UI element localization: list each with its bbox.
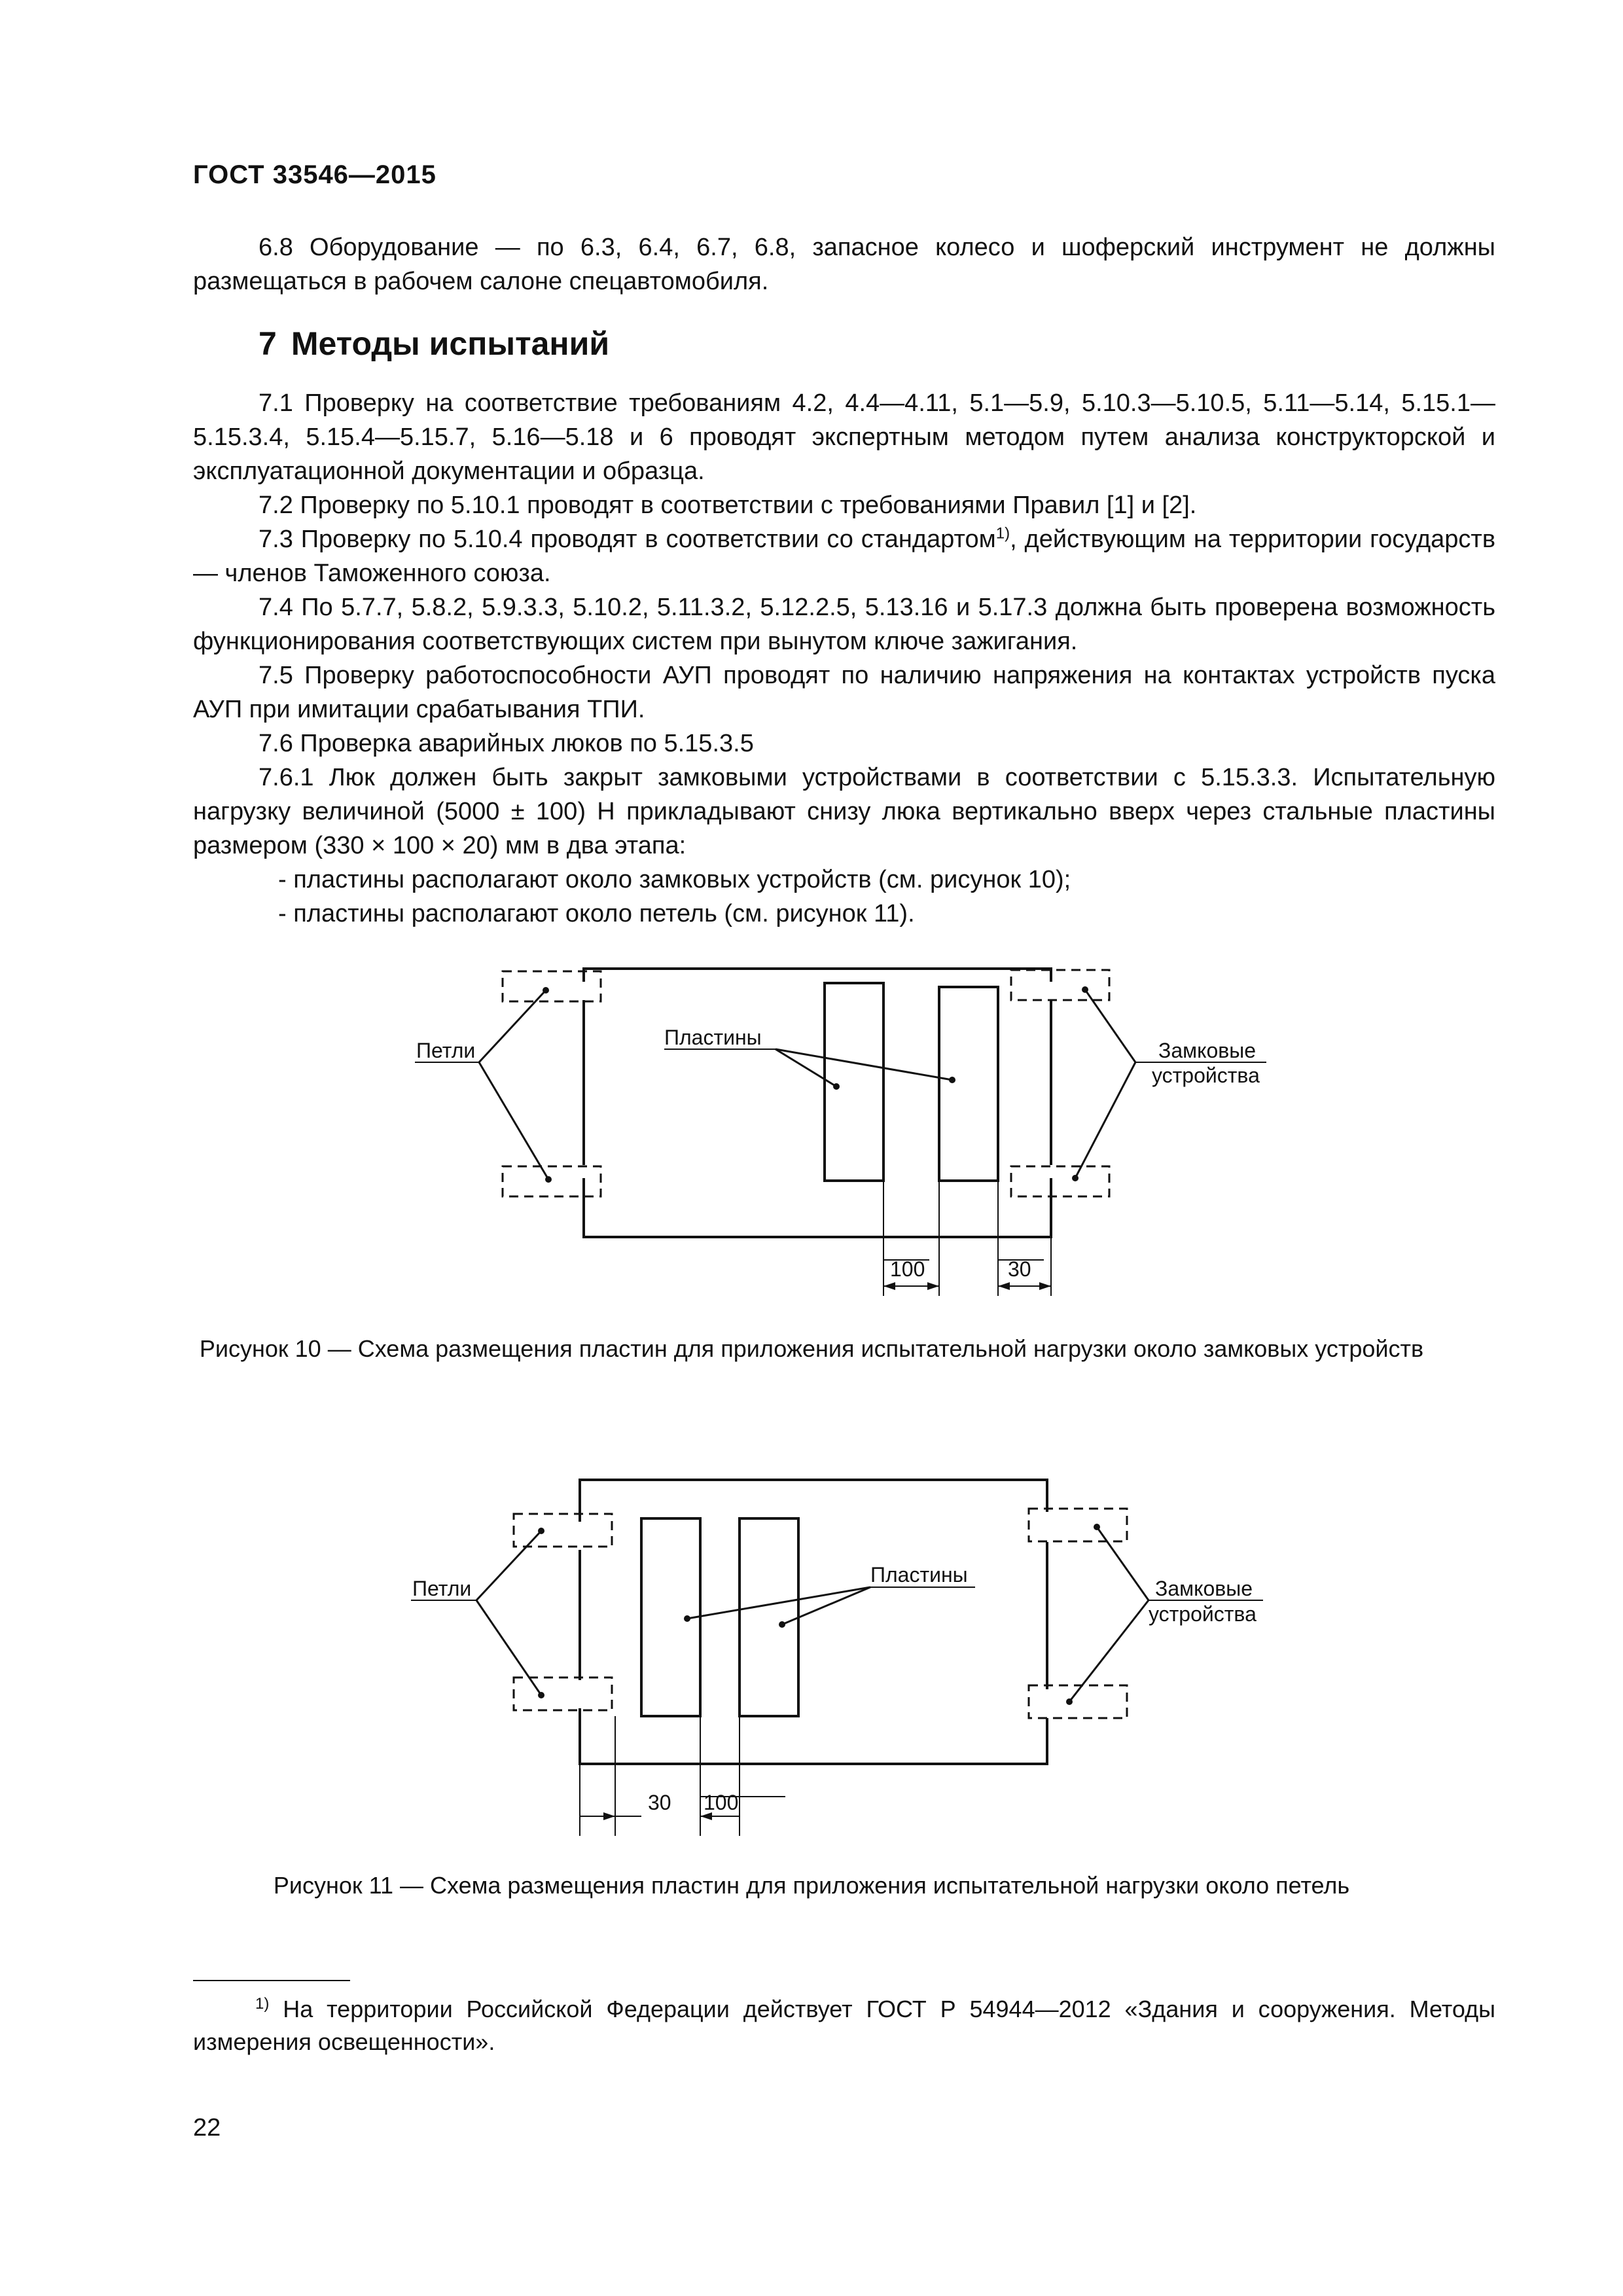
- label-locks-line1: Замковые: [1155, 1577, 1253, 1600]
- label-plates: Пластины: [870, 1563, 968, 1587]
- paragraph-7-3-text-end: , действующим на территории государств — членов Таможенного союза.: [193, 526, 1495, 587]
- footnote: [193, 1993, 1495, 2058]
- dimension-label: 30: [1008, 1257, 1031, 1281]
- label-plates: Пластины: [664, 1026, 762, 1049]
- plate-1: [825, 983, 883, 1181]
- paragraph-7-2: 7.2 Проверку по 5.10.1 проводят в соответствии с требованиями Правил [1] и [2].: [259, 492, 1197, 519]
- list-item: - пластины располагают около петель (см. рисунок 11).: [278, 900, 915, 927]
- figure-11-caption: Рисунок 11 — Схема размещения пластин для приложения испытательной нагрузки около петель: [273, 1872, 1350, 1899]
- paragraph-6-8: 6.8 Оборудование — по 6.3, 6.4, 6.7, 6.8, запасное колесо и шоферский инструмент не должны размещаться в рабочем салоне спецавтомобиля.: [193, 234, 1495, 295]
- label-hinges: Петли: [416, 1039, 476, 1062]
- hinge-bottom: [503, 1166, 601, 1196]
- section-heading: [259, 325, 609, 363]
- section-number: 7: [259, 325, 277, 362]
- label-locks-line2: устройства: [1149, 1602, 1257, 1626]
- plate-2: [939, 987, 998, 1181]
- paragraph-7-6: 7.6 Проверка аварийных люков по 5.15.3.5: [259, 730, 754, 757]
- lock-bottom: [1011, 1166, 1109, 1196]
- hatch-outline: [584, 969, 1051, 982]
- label-locks-line1: Замковые: [1158, 1039, 1257, 1062]
- footnote-text: На территории Российской Федерации действует ГОСТ Р 54944—2012 «Здания и сооружения. Методы измерения освещенности».: [193, 1996, 1495, 2055]
- footnote-marker: 1): [255, 1995, 270, 2013]
- footnote-ref: 1): [995, 524, 1010, 543]
- paragraph-7-3: [193, 522, 1495, 590]
- section-7-body: [193, 386, 1495, 931]
- figure-11: [0, 1469, 1623, 1836]
- lock-top: [1011, 970, 1109, 1000]
- document-header: ГОСТ 33546—2015: [193, 160, 437, 189]
- paragraph-7-1: 7.1 Проверку на соответствие требованиям 4.2, 4.4—4.11, 5.1—5.9, 5.10.3—5.10.5, 5.11—5.14, 5.15.1—5.15.3.4, 5.15.4—5.15.7, 5.16—5.18 и 6 проводят экспертным методом путем анализа конструкторской и эксплуатационной документации и образца.: [193, 389, 1495, 485]
- hinge-top: [503, 971, 601, 1001]
- dimension-label: 100: [704, 1791, 739, 1814]
- plate-2: [740, 1518, 798, 1716]
- hinge-top: [514, 1514, 612, 1547]
- label-hinges: Петли: [412, 1577, 472, 1600]
- lock-top: [1029, 1509, 1127, 1541]
- page-number: 22: [193, 2114, 221, 2142]
- paragraph-6-8-block: [193, 230, 1495, 298]
- hatch-outline: [580, 1480, 1047, 1522]
- paragraph-7-3-text: 7.3 Проверку по 5.10.4 проводят в соответствии со стандартом: [259, 526, 996, 553]
- paragraph-7-4: 7.4 По 5.7.7, 5.8.2, 5.9.3.3, 5.10.2, 5.11.3.2, 5.12.2.5, 5.13.16 и 5.17.3 должна быть проверена возможность функционирования соответствующих систем при вынутом ключе зажигания.: [193, 594, 1495, 655]
- dimension-label: 100: [890, 1257, 925, 1281]
- paragraph-7-6-1: 7.6.1 Люк должен быть закрыт замковыми устройствами в соответствии с 5.15.3.3. Испытательную нагрузку величиной (5000 ± 100) Н прикладывают снизу люка вертикально вверх через стальные пластины размером (330 × 100 × 20) мм в два этапа:: [193, 764, 1495, 859]
- hatch-outline-bottom: [584, 1178, 1051, 1237]
- list-item: - пластины располагают около замковых устройств (см. рисунок 10);: [278, 866, 1071, 893]
- section-title: Методы испытаний: [291, 325, 610, 362]
- label-locks-line2: устройства: [1152, 1064, 1260, 1087]
- hinge-bottom: [514, 1677, 612, 1710]
- figure-10-caption: Рисунок 10 — Схема размещения пластин для приложения испытательной нагрузки около замковых устройств: [199, 1335, 1424, 1362]
- figure-10: [0, 942, 1623, 1296]
- paragraph-7-5: 7.5 Проверку работоспособности АУП проводят по наличию напряжения на контактах устройств пуска АУП при имитации срабатывания ТПИ.: [193, 662, 1495, 723]
- footnote-divider: [193, 1980, 350, 1981]
- figure-10-diagram: [0, 942, 1623, 1296]
- dimension-label: 30: [648, 1791, 671, 1814]
- figure-11-diagram: [0, 1469, 1623, 1836]
